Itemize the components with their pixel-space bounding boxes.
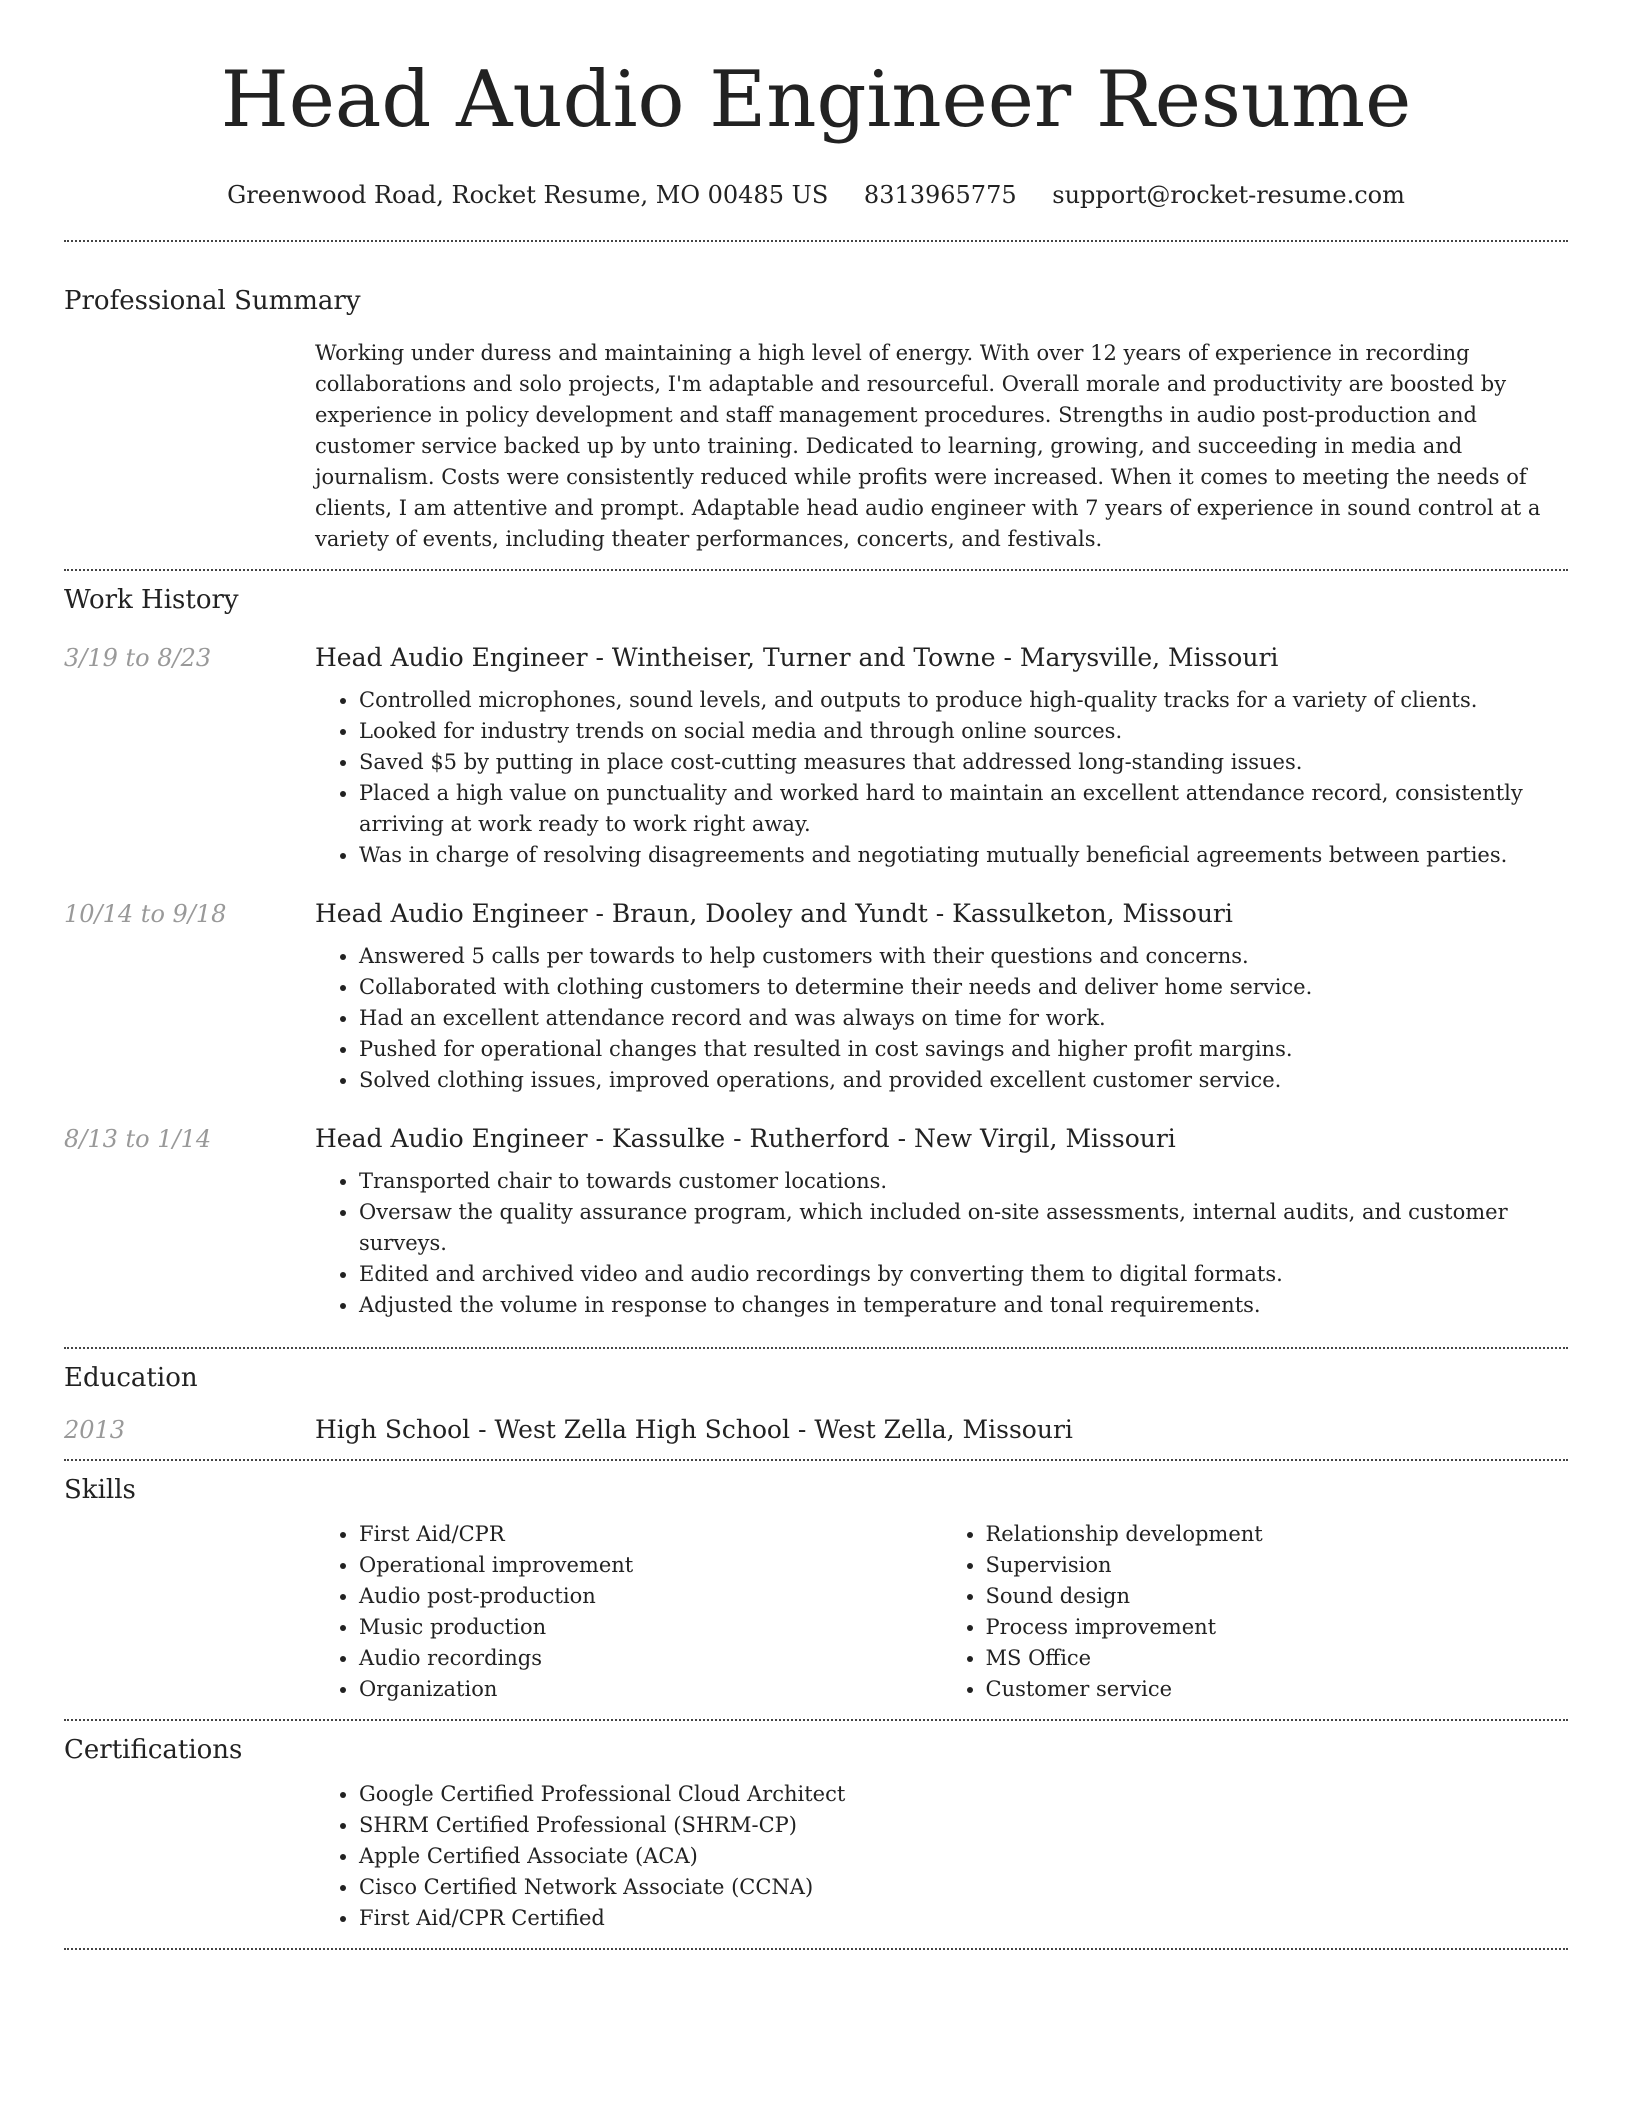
contact-address: Greenwood Road, Rocket Resume, MO 00485 US bbox=[227, 181, 829, 209]
job-bullets bbox=[315, 1166, 1568, 1321]
divider bbox=[64, 1948, 1568, 1950]
job-entry bbox=[64, 641, 1568, 871]
list-item: • Edited and archived video and audio recordings by converting them to digital formats. bbox=[359, 1259, 1568, 1290]
skills-list bbox=[315, 1519, 1568, 1719]
list-item: • Collaborated with clothing customers to determine their needs and deliver home service. bbox=[359, 972, 1568, 1003]
job-title: Head Audio Engineer - Wintheiser, Turner and Towne - Marysville, Missouri bbox=[315, 643, 1279, 672]
list-item: • MS Office bbox=[986, 1643, 1569, 1674]
list-item: • First Aid/CPR Certified bbox=[359, 1903, 1568, 1934]
list-item: • Solved clothing issues, improved operations, and provided excellent customer service. bbox=[359, 1065, 1568, 1096]
education-heading: Education bbox=[64, 1363, 198, 1393]
list-item: • Music production bbox=[359, 1612, 942, 1643]
job-bullets bbox=[315, 685, 1568, 871]
list-item: • Adjusted the volume in response to changes in temperature and tonal requirements. bbox=[359, 1290, 1568, 1321]
resume-title: Head Audio Engineer Resume bbox=[220, 55, 1412, 145]
resume-page bbox=[64, 0, 1568, 1950]
contact-phone: 8313965775 bbox=[863, 181, 1017, 209]
skills-column-left bbox=[315, 1519, 942, 1705]
contact-line bbox=[64, 178, 1568, 212]
list-item: • Saved $5 by putting in place cost-cutting measures that addressed long-standing issues. bbox=[359, 747, 1568, 778]
list-item: • Answered 5 calls per towards to help customers with their questions and concerns. bbox=[359, 941, 1568, 972]
job-title: Head Audio Engineer - Kassulke - Rutherford - New Virgil, Missouri bbox=[315, 1124, 1176, 1153]
job-entry bbox=[64, 897, 1568, 1096]
certifications-heading: Certifications bbox=[64, 1735, 243, 1765]
education-title: High School - West Zella High School - West Zella, Missouri bbox=[315, 1415, 1073, 1444]
education-entry bbox=[64, 1413, 1568, 1459]
list-item: • SHRM Certified Professional (SHRM-CP) bbox=[359, 1810, 1568, 1841]
summary-heading: Professional Summary bbox=[64, 286, 361, 316]
job-dates: 10/14 to 9/18 bbox=[64, 900, 227, 928]
certifications-items bbox=[315, 1779, 1568, 1934]
contact-email: support@rocket-resume.com bbox=[1052, 181, 1405, 209]
list-item: • Oversaw the quality assurance program, which included on-site assessments, internal audits, and customer surveys. bbox=[359, 1197, 1568, 1259]
list-item: • First Aid/CPR bbox=[359, 1519, 942, 1550]
job-dates: 3/19 to 8/23 bbox=[64, 644, 212, 672]
job-entry bbox=[64, 1122, 1568, 1321]
list-item: • Relationship development bbox=[986, 1519, 1569, 1550]
job-title: Head Audio Engineer - Braun, Dooley and Yundt - Kassulketon, Missouri bbox=[315, 899, 1233, 928]
list-item: • Process improvement bbox=[986, 1612, 1569, 1643]
list-item: • Organization bbox=[359, 1674, 942, 1705]
list-item: • Audio recordings bbox=[359, 1643, 942, 1674]
list-item: • Supervision bbox=[986, 1550, 1569, 1581]
job-bullets bbox=[315, 941, 1568, 1096]
list-item: • Customer service bbox=[986, 1674, 1569, 1705]
list-item: • Sound design bbox=[986, 1581, 1569, 1612]
list-item: • Audio post-production bbox=[359, 1581, 942, 1612]
list-item: • Had an excellent attendance record and was always on time for work. bbox=[359, 1003, 1568, 1034]
list-item: • Pushed for operational changes that resulted in cost savings and higher profit margins. bbox=[359, 1034, 1568, 1065]
skills-heading: Skills bbox=[64, 1475, 136, 1505]
list-item: • Transported chair to towards customer locations. bbox=[359, 1166, 1568, 1197]
summary-text: Working under duress and maintaining a high level of energy. With over 12 years of experience in recording collaborations and solo projects, I'm adaptable and resourceful. Overall morale and productivity are boosted by experience in policy development and staff management procedures. Strengths in audio post-production and customer service backed up by unto training. Dedicated to learning, growing, and succeeding in media and journalism. Costs were consistently reduced while profits were increased. When it comes to meeting the needs of clients, I am attentive and prompt. Adaptable head audio engineer with 7 years of experience in sound control at a variety of events, including theater performances, concerts, and festivals. bbox=[315, 341, 1541, 551]
list-item: • Placed a high value on punctuality and worked hard to maintain an excellent attendance record, consistently arriving at work ready to work right away. bbox=[359, 778, 1568, 840]
list-item: • Apple Certified Associate (ACA) bbox=[359, 1841, 1568, 1872]
list-item: • Looked for industry trends on social media and through online sources. bbox=[359, 716, 1568, 747]
list-item: • Operational improvement bbox=[359, 1550, 942, 1581]
certifications-list bbox=[315, 1779, 1568, 1948]
education-year: 2013 bbox=[64, 1416, 126, 1444]
work-history-heading: Work History bbox=[64, 585, 239, 615]
job-dates: 8/13 to 1/14 bbox=[64, 1125, 212, 1153]
list-item: • Was in charge of resolving disagreements and negotiating mutually beneficial agreements between parties. bbox=[359, 840, 1568, 871]
list-item: • Cisco Certified Network Associate (CCNA) bbox=[359, 1872, 1568, 1903]
list-item: • Google Certified Professional Cloud Architect bbox=[359, 1779, 1568, 1810]
skills-column-right bbox=[942, 1519, 1569, 1705]
list-item: • Controlled microphones, sound levels, and outputs to produce high-quality tracks for a variety of clients. bbox=[359, 685, 1568, 716]
